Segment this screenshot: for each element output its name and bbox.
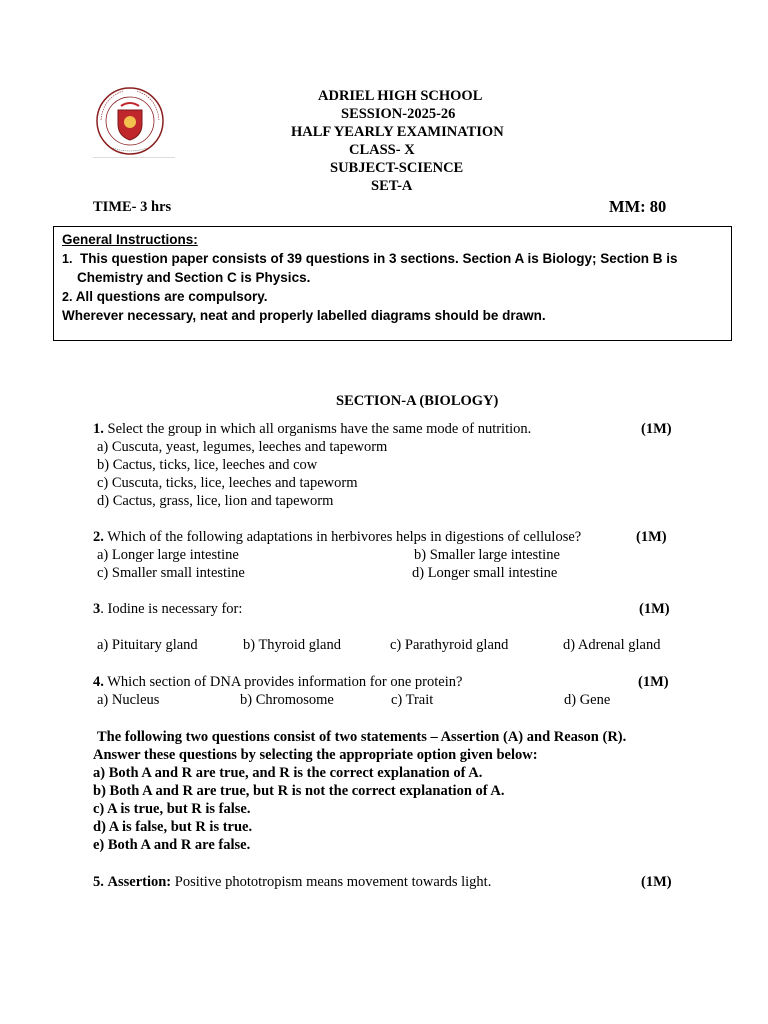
ar-option-c: c) A is true, but R is false. — [93, 801, 251, 817]
q3-option-c: c) Parathyroid gland — [390, 637, 509, 653]
ar-option-d: d) A is false, but R is true. — [93, 819, 253, 835]
q2-option-b: b) Smaller large intestine — [414, 547, 560, 563]
question-4-marks: (1M) — [638, 674, 669, 690]
instruction-1-cont: Chemistry and Section C is Physics. — [77, 270, 311, 285]
q4-option-d: d) Gene — [564, 692, 611, 708]
q1-option-a: a) Cuscuta, yeast, legumes, leeches and tapeworm — [97, 439, 388, 455]
instructions-title: General Instructions: — [62, 232, 198, 247]
school-name: ADRIEL HIGH SCHOOL — [318, 88, 483, 104]
question-3: 3. Iodine is necessary for: — [93, 601, 243, 617]
question-5-marks: (1M) — [641, 874, 672, 890]
q2-option-a: a) Longer large intestine — [97, 547, 239, 563]
q3-option-a: a) Pituitary gland — [97, 637, 198, 653]
q1-option-d: d) Cactus, grass, lice, lion and tapeworm — [97, 493, 334, 509]
q4-option-a: a) Nucleus — [97, 692, 160, 708]
question-2: 2. Which of the following adaptations in herbivores helps in digestions of cellulose? — [93, 529, 582, 545]
question-5: 5. Assertion: Positive phototropism means movement towards light. — [93, 874, 492, 890]
q3-option-d: d) Adrenal gland — [563, 637, 661, 653]
time-label: TIME- 3 hrs — [93, 199, 172, 215]
ar-option-b: b) Both A and R are true, but R is not the correct explanation of A. — [93, 783, 505, 799]
question-4: 4. Which section of DNA provides information for one protein? — [93, 674, 463, 690]
ar-option-a: a) Both A and R are true, and R is the correct explanation of A. — [93, 765, 483, 781]
exam-title: HALF YEARLY EXAMINATION — [291, 124, 504, 140]
ar-intro-line1: The following two questions consist of two statements – Assertion (A) and Reason (R). — [97, 729, 627, 745]
logo-divider — [93, 157, 175, 158]
q2-option-d: d) Longer small intestine — [412, 565, 558, 581]
session: SESSION-2025-26 — [341, 106, 456, 122]
instruction-1: 1. This question paper consists of 39 questions in 3 sections. Section A is Biology; Section B is — [62, 251, 678, 266]
instruction-note: Wherever necessary, neat and properly labelled diagrams should be drawn. — [62, 308, 546, 323]
ar-intro-line2: Answer these questions by selecting the appropriate option given below: — [93, 747, 538, 763]
ar-option-e: e) Both A and R are false. — [93, 837, 251, 853]
q3-option-b: b) Thyroid gland — [243, 637, 341, 653]
class-label: CLASS- X — [349, 142, 415, 158]
question-2-marks: (1M) — [636, 529, 667, 545]
question-1-marks: (1M) — [641, 421, 672, 437]
question-3-marks: (1M) — [639, 601, 670, 617]
max-marks: MM: 80 — [609, 197, 667, 216]
q1-option-b: b) Cactus, ticks, lice, leeches and cow — [97, 457, 318, 473]
general-instructions-box — [53, 226, 732, 341]
section-a-title: SECTION-A (BIOLOGY) — [336, 393, 499, 409]
school-logo — [93, 86, 175, 158]
question-1: 1. Select the group in which all organisms have the same mode of nutrition. — [93, 421, 532, 437]
instruction-2: 2. All questions are compulsory. — [62, 289, 268, 304]
q4-option-b: b) Chromosome — [240, 692, 334, 708]
subject-label: SUBJECT-SCIENCE — [330, 160, 464, 176]
q1-option-c: c) Cuscuta, ticks, lice, leeches and tapeworm — [97, 475, 358, 491]
q4-option-c: c) Trait — [391, 692, 434, 708]
q2-option-c: c) Smaller small intestine — [97, 565, 245, 581]
set-label: SET-A — [371, 178, 413, 194]
